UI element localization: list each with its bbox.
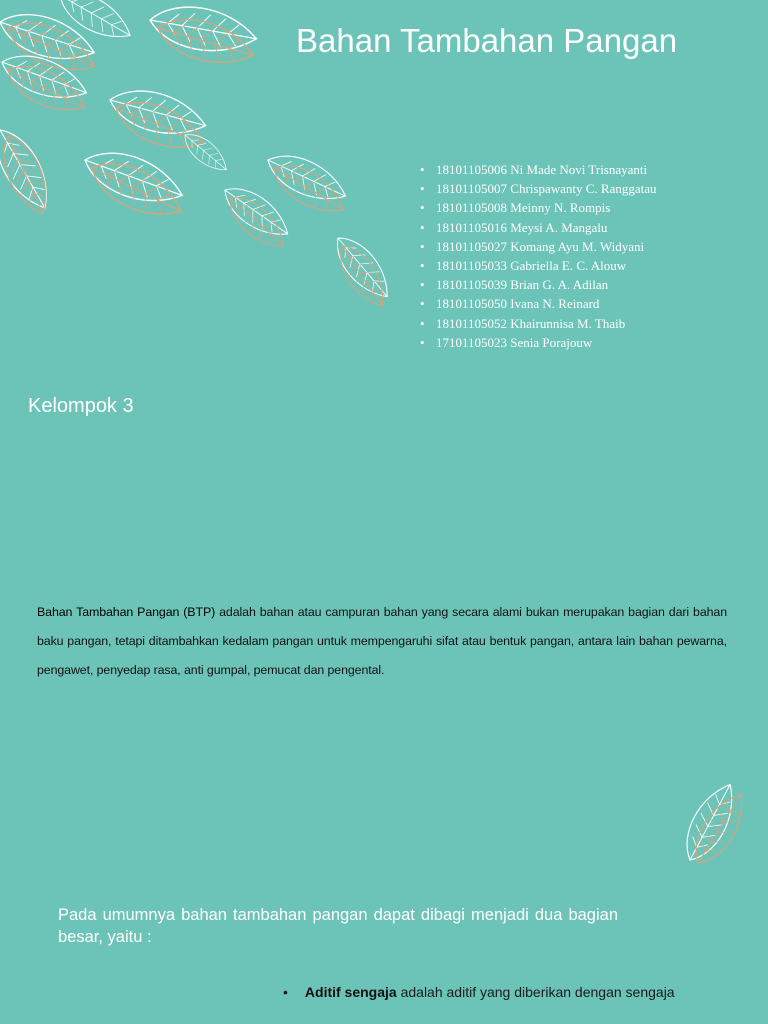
bullet-glyph: • xyxy=(283,984,288,1000)
list-item xyxy=(418,275,657,294)
member-entry: 17101105023 Senia Porajouw xyxy=(436,334,593,350)
definition-term: Bahan Tambahan Pangan (BTP) xyxy=(37,605,216,619)
definition-text: adalah bahan atau campuran bahan yang secara alami bukan merupakan bagian dari bahan baku pangan, tetapi ditambahkan kedalam pangan untuk mempengaruhi sifat atau bentuk pangan, antara lain bahan pewarna, pengawet, penyedap rasa, anti gumpal, pemucat dan pengental. xyxy=(37,605,727,677)
list-item xyxy=(418,237,657,256)
member-entry: 18101105027 Komang Ayu M. Widyani xyxy=(436,238,645,254)
member-entry: 18101105033 Gabriella E. C. Alouw xyxy=(436,258,627,274)
bullet-glyph: • xyxy=(420,334,425,350)
list-item xyxy=(418,160,657,179)
bullet-glyph: • xyxy=(420,200,425,216)
member-entry: 18101105006 Ni Made Novi Trisnayanti xyxy=(436,162,648,177)
bullet-glyph: • xyxy=(420,258,425,274)
intro-paragraph: Pada umumnya bahan tambahan pangan dapat dibagi menjadi dua bagian besar, yaitu : xyxy=(58,906,618,946)
bullet-term: Aditif sengaja xyxy=(304,984,397,1000)
bullet-glyph: • xyxy=(420,315,425,331)
member-entry: 18101105008 Meinny N. Rompis xyxy=(436,200,611,216)
page-title: Bahan Tambahan Pangan xyxy=(296,22,678,59)
definition-paragraph xyxy=(37,598,727,685)
member-entry: 18101105050 Ivana N. Reinard xyxy=(436,296,600,312)
member-entry: 18101105016 Meysi A. Mangalu xyxy=(436,219,608,235)
leaf-illustration xyxy=(680,765,760,865)
member-list xyxy=(418,160,657,352)
list-item xyxy=(418,218,657,237)
bullet-glyph: • xyxy=(420,162,425,177)
bullet-glyph: • xyxy=(420,277,425,293)
list-item xyxy=(418,198,657,217)
group-label: Kelompok 3 xyxy=(28,395,134,417)
list-item xyxy=(418,256,657,275)
bullet-glyph: • xyxy=(420,181,425,197)
bullet-glyph: • xyxy=(420,219,425,235)
bullet-glyph: • xyxy=(420,296,425,312)
list-item xyxy=(418,314,657,333)
list-item xyxy=(418,179,657,198)
bullet-glyph: • xyxy=(420,238,425,254)
bullet-text: adalah aditif yang diberikan dengan sengaja xyxy=(396,984,675,1000)
member-entry: 18101105039 Brian G. A. Adilan xyxy=(436,277,609,293)
list-item xyxy=(418,294,657,313)
list-item xyxy=(283,984,675,1000)
list-item xyxy=(418,333,657,352)
member-entry: 18101105007 Chrispawanty C. Ranggatau xyxy=(436,181,657,197)
member-entry: 18101105052 Khairunnisa M. Thaib xyxy=(436,315,626,331)
